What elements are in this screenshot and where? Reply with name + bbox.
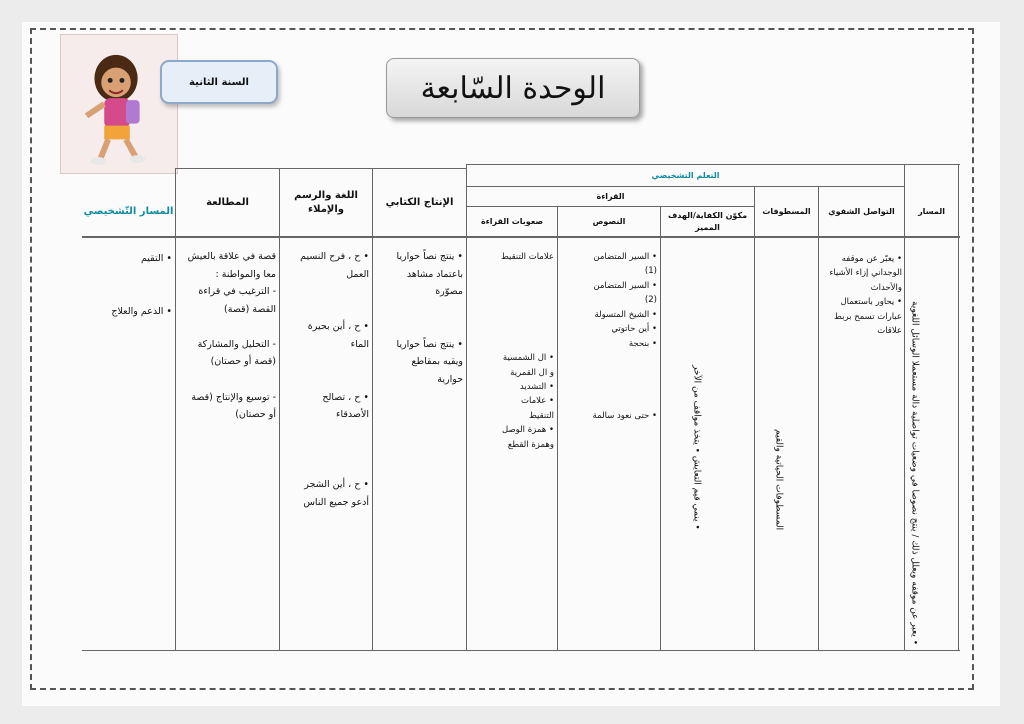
header-oral-path: المسار التّشخيصي [83,206,174,217]
page-title: الوحدة السّابعة [386,58,640,118]
header-components: مكوّن الكفاية/الهدف المميز [667,211,748,232]
cell-written-production: • ينتج نصاً حواريا باعتماد مشاهد مصوّرة • ينتج نصاً حواريا ويقيه بمقاطع حوارية [396,251,463,385]
header-reading-comprehension: المطالعة [206,197,249,208]
header-language-writing: اللغة والرسم والإملاء [294,190,358,215]
girl-character-icon [61,35,177,173]
header-divider-1 [466,186,904,187]
header-reading: القراءة [596,191,625,201]
cell-reading-comprehension: قصة في علاقة بالعيش معا والمواطنة : - الترغيب في قراءة القصة (قصة) - التحليل والمشاركة (قصة أو حصتان) - توسيع والإنتاج (قصة أو حصتان) [187,251,276,421]
header-reading-difficulties: صعوبات القراءة [480,216,544,226]
cell-language-writing: • ح ، فرح النسيم العمل • ح ، أين بحيرة الماء • ح ، تصالح الأصدقاء • ح ، أين الشجر أدعو جميع الناس [300,251,369,508]
column-divider [754,186,755,650]
cell-reading-difficulties: علامات التنقيط • ال الشمسية و ال القمرية • التشديد • علامات التنقيط • همزة الوصل وهمزة القطع [500,252,554,450]
character-illustration [60,34,178,174]
column-divider [279,168,280,650]
column-divider [372,168,373,650]
semester-badge: السنة الثانية [160,60,278,104]
column-divider [904,164,905,650]
column-divider [466,164,467,650]
column-divider [557,206,558,650]
header-sensory: المسطوفات [762,206,811,216]
column-divider [958,164,959,650]
header-oral-communication: التواصل الشفوي [828,206,895,216]
column-divider [660,206,661,650]
header-texts: النصوص [592,216,626,226]
cell-texts: • السير المتضامن (1) • السير المتضامن (2) • الشيخ المتسولة • أين حاتوتي • بنحجة • حتى نعود سالمة [592,252,657,421]
column-divider [818,186,819,650]
table-bottom-line [82,650,960,651]
cell-components-vertical: • ينمي قيم التعايش • يتخذ مواقف من الآخر [691,365,702,530]
cell-oral-path: • التقيم • الدعم والعلاج [111,253,172,317]
table-border-top-right [466,164,960,165]
cell-oral-communication: • يعبّر عن موقفه الوجداني إزاء الأشياء والأحداث • يحاور باستعمال عبارات تسمح بربط علاقات [829,254,902,337]
cell-sensory-vertical: المسطوفات الحياتية والقيم [773,428,784,530]
header-written-production: الإنتاج الكتابي [385,197,454,208]
column-divider [175,168,176,650]
table-border-top-left [175,168,466,169]
cell-path-vertical: • يعبر عن موقفه ويعلل ذلك / ينتج نصوصا في وضعيات تواصلية دالة مستعملا الوسائل اللغوية [909,300,920,645]
header-divider-2 [466,206,754,207]
header-oral-learning: التعلم التشخيصي [651,170,720,180]
header-bottom-line [82,236,960,238]
header-path: المسار [918,206,945,216]
